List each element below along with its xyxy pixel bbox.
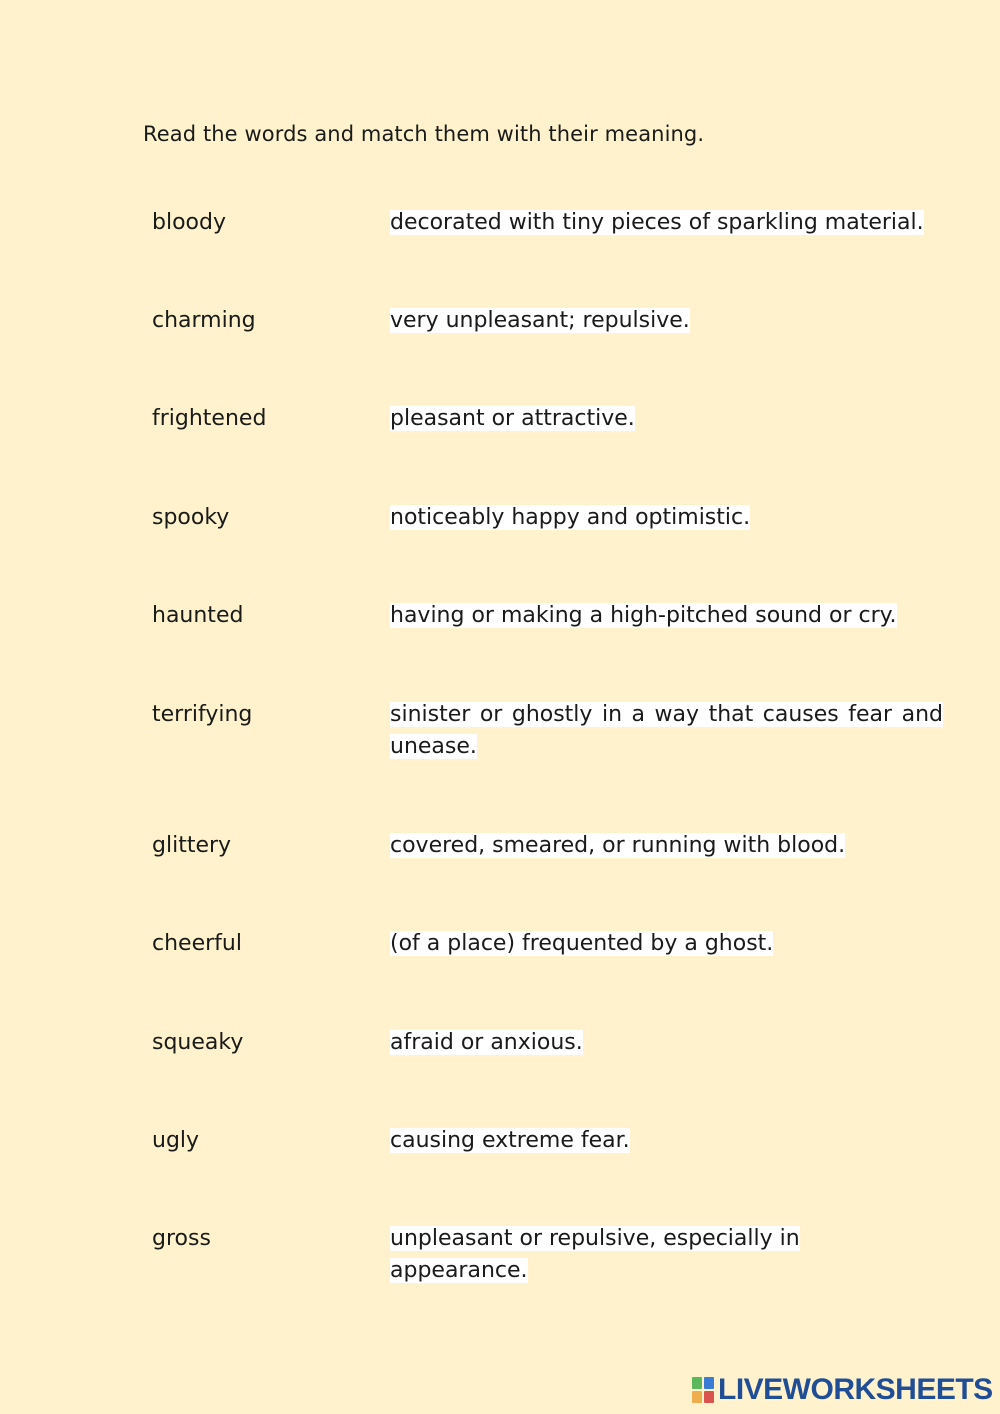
word-glittery: glittery [152, 833, 232, 858]
meaning-text: unpleasant or repulsive, especially in appearance. [390, 1226, 800, 1283]
word-frightened: frightened [152, 406, 267, 431]
word-gross: gross [152, 1226, 211, 1251]
word-ugly: ugly [152, 1128, 200, 1153]
liveworksheets-logo-icon [692, 1377, 714, 1403]
meaning-text: causing extreme fear. [390, 1128, 630, 1153]
word-terrifying: terrifying [152, 702, 253, 727]
meaning-text: noticeably happy and optimistic. [390, 505, 751, 530]
meaning-text: afraid or anxious. [390, 1030, 583, 1055]
instruction-text: Read the words and match them with their meaning. [143, 122, 705, 146]
meaning-text: (of a place) frequented by a ghost. [390, 931, 774, 956]
meaning-text: sinister or ghostly in a way that causes fear and unease. [390, 702, 943, 759]
word-squeaky: squeaky [152, 1030, 244, 1055]
word-cheerful: cheerful [152, 931, 242, 956]
logo-text: LIVEWORKSHEETS [718, 1373, 993, 1406]
meaning-text: pleasant or attractive. [390, 406, 635, 431]
meaning-text: covered, smeared, or running with blood. [390, 833, 846, 858]
meaning-text: decorated with tiny pieces of sparkling material. [390, 210, 924, 235]
word-haunted: haunted [152, 603, 244, 628]
word-spooky: spooky [152, 505, 230, 530]
word-bloody: bloody [152, 210, 226, 235]
word-charming: charming [152, 308, 256, 333]
meaning-text: very unpleasant; repulsive. [390, 308, 690, 333]
meaning-text: having or making a high-pitched sound or cry. [390, 603, 897, 628]
liveworksheets-logo [692, 1372, 993, 1408]
